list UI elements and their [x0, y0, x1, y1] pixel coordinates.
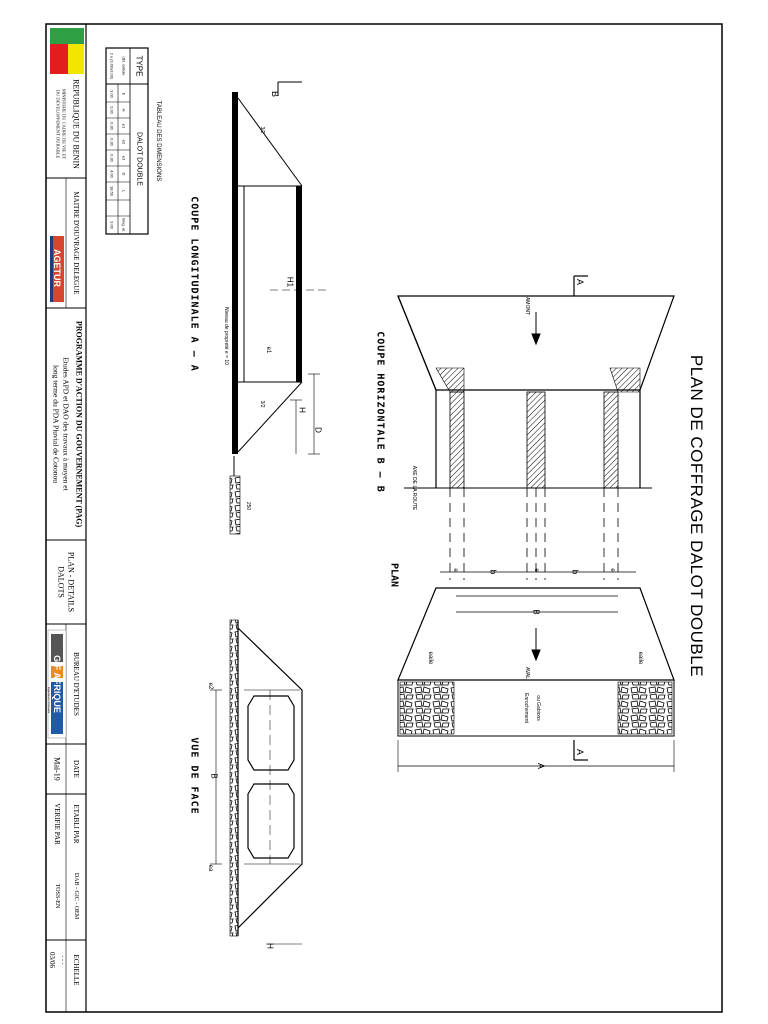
table-cell-1: 3.00 — [109, 90, 115, 98]
dim-e-right-label: e — [609, 568, 615, 572]
table-header-8: long. ai. — [121, 217, 127, 233]
dim-ea-front-label: ea — [207, 864, 213, 872]
amont-label: AMONT — [524, 296, 530, 316]
dim-B-label: B — [531, 609, 541, 615]
table-cell-6: 4.00 — [109, 170, 115, 178]
bureau-label: BUREAU D'ETUDES — [72, 652, 80, 716]
ministry-line1: MINISTERE DU CADRE DE VIE ET — [61, 88, 67, 160]
dim-b1-label: b — [488, 569, 498, 575]
study-line1: Etudes APD et DAO des travaux à moyen et — [61, 357, 71, 491]
table-header-1: b — [121, 92, 127, 96]
programme-title: PROGRAMME D'ACTION DU GOUVERNEMENT (PAG) — [74, 320, 84, 528]
gif-sub-text: Ingénieurs-Conseils — [47, 686, 51, 714]
plan-title: PLAN — [388, 562, 400, 588]
dim-eaile-right-label: eaile — [637, 651, 643, 665]
riprap-left — [400, 682, 454, 734]
dim-A-label: A — [536, 762, 546, 770]
middle-wall-hatch — [527, 392, 545, 488]
aval-label: AVAL — [524, 666, 530, 680]
longitudinal-section-title: COUPE LONGITUDINALE A – A — [188, 196, 200, 372]
table-cell-3: 0.30 — [109, 122, 115, 130]
table-header-0: dbl. cellule — [121, 56, 127, 76]
section-B-label: B — [270, 90, 280, 98]
study-line2: long terme du PDA Pluvial de Cotonou — [51, 365, 61, 483]
plan-title-line2: DALOTS — [56, 566, 66, 598]
table-group-label: DALOT DOUBLE — [135, 132, 143, 186]
section-A-bottom-label: A — [575, 748, 585, 756]
dim-250-label: 250 — [245, 501, 251, 511]
echelle-value: - - - — [59, 955, 65, 965]
etabli-value: DAB - GIC - OEM — [73, 872, 79, 920]
flag-red — [50, 44, 68, 74]
table-header-3: e1 — [121, 123, 127, 129]
table-cell-5: 0.30 — [109, 154, 115, 162]
dim-e1-label: e1 — [265, 346, 271, 354]
table-type-label: TYPE — [134, 55, 144, 77]
drawing-title: PLAN DE COFFRAGE DALOT DOUBLE — [687, 354, 706, 678]
dim-b2-label: b — [570, 569, 580, 575]
riprap-right — [618, 682, 672, 734]
table-header-6: D — [121, 172, 127, 176]
republic-label: REPUBLIQUE DU BENIN — [71, 79, 81, 169]
left-wall-hatch — [450, 392, 464, 488]
riprap-label: Enrochement — [523, 693, 529, 723]
ministry-line2: DU DEVELOPPEMENT DURABLE — [55, 89, 61, 159]
table-cell-4: 0.30 — [109, 138, 115, 146]
longitudinal-section — [230, 82, 330, 534]
etabli-label: ETABLI PAR — [72, 804, 80, 844]
table-cell-7: 18.50 — [109, 185, 115, 197]
front-view — [210, 620, 302, 944]
dim-e-mid-label: e — [533, 568, 539, 572]
dim-H-front-label: H — [265, 943, 275, 949]
dim-B-front-label: B — [209, 773, 219, 779]
dim-H1-label: H1 — [285, 276, 295, 288]
flag-green — [50, 28, 84, 44]
date-value: Mai-19 — [52, 757, 62, 781]
slope-ratio-top: 3/2 — [259, 126, 265, 134]
dim-H-label: H — [297, 407, 307, 413]
slope-ratio-bottom: 3/2 — [259, 400, 265, 408]
table-cell-0: 2 x (3.00x2.00) — [109, 52, 115, 80]
dim-D-label: D — [313, 427, 323, 433]
gif-logo-text: GIF AFRIQUE — [52, 655, 62, 713]
horizontal-section-title: COUPE HORIZONTALE B – B — [374, 331, 386, 493]
dim-eaile-left-label: eaile — [427, 651, 433, 665]
table-cell-8: 3.00 — [109, 221, 115, 229]
road-axis-label: AXE DE LA ROUTE — [411, 465, 417, 511]
table-title: TABLEAU DES DIMENSIONS — [155, 100, 161, 182]
echelle-label: ECHELLE — [72, 954, 80, 986]
table-header-2: H — [121, 108, 127, 112]
table-header-7: L — [121, 189, 127, 193]
table-cell-2: 2.00 — [109, 106, 115, 114]
front-view-title: VUE DE FACE — [188, 737, 200, 815]
verifie-label: VERIFIE PAR — [53, 803, 61, 845]
section-A-top-label: A — [575, 278, 585, 286]
table-header-4: e2 — [121, 139, 127, 145]
dim-e2-front-label: e2 — [207, 682, 213, 690]
date-label: DATE — [72, 760, 80, 778]
maitre-label: MAITRE D'OUVRAGE DELEGUE — [72, 191, 80, 295]
table-header-5: e3 — [121, 155, 127, 161]
flag-yellow — [68, 44, 84, 74]
dim-e-left-label: e — [452, 568, 458, 572]
gabions-label: ou Gabions — [535, 695, 541, 721]
right-wall-hatch — [604, 392, 618, 488]
verifie-value: TOSS-EN — [54, 883, 60, 909]
ageteur-logo-text: AGETUR — [52, 249, 62, 287]
remblai-label: Niveau de propreté e = 10 — [223, 307, 229, 365]
plan-title-line1: PLAN - DETAILS — [66, 551, 76, 613]
sheet-number: 03/06 — [48, 952, 56, 968]
longitudinal-riprap — [230, 476, 240, 534]
